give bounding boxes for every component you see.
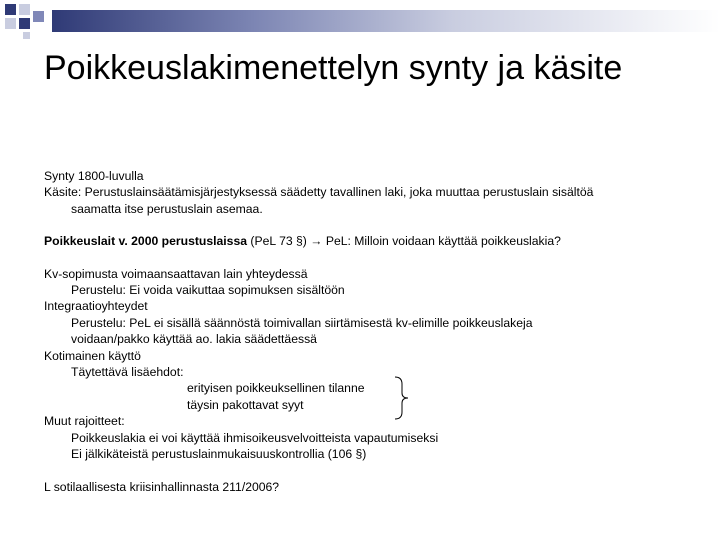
deco-square (18, 3, 31, 16)
intro-kasite-continued: saamatta itse perustuslain asemaa. (71, 201, 263, 216)
deco-square (4, 17, 17, 30)
deco-square (32, 10, 45, 23)
header-gradient-bar (52, 10, 720, 32)
case-kv-reason: Perustelu: Ei voida vaikuttaa sopimuksen sisältöön (71, 283, 345, 298)
pel-bold: Poikkeuslait v. 2000 perustuslaissa (44, 234, 248, 249)
case-kv: Kv-sopimusta voimaansaattavan lain yhteydessä (44, 266, 308, 281)
case-integration-reason-continued: voidaan/pakko käyttää ao. lakia säädettäessä (71, 332, 317, 347)
slide-body (44, 168, 684, 495)
case-limits-item: Ei jälkikäteistä perustuslainmukaisuuskontrollia (106 §) (71, 447, 367, 462)
case-domestic: Kotimainen käyttö (44, 348, 141, 363)
slide-title: Poikkeuslakimenettelyn synty ja käsite (44, 49, 623, 87)
right-brace-icon (393, 376, 413, 420)
case-domestic-condition: täysin pakottavat syyt (187, 397, 304, 412)
deco-square (4, 3, 17, 16)
case-integration: Integraatioyhteydet (44, 299, 148, 314)
case-domestic-condition: erityisen poikkeuksellinen tilanne (187, 381, 365, 396)
pel-line (44, 233, 684, 249)
pel-rest: (PeL 73 §) → PeL: Milloin voidaan käyttää poikkeuslakia? (247, 234, 561, 249)
deco-square (22, 31, 31, 40)
footer-line: L sotilaallisesta kriisinhallinnasta 211/2006? (44, 479, 280, 494)
header-decoration (0, 0, 720, 40)
case-domestic-requirement: Täytettävä lisäehdot: (71, 365, 184, 380)
case-integration-reason: Perustelu: PeL ei sisällä säännöstä toimivallan siirtämisestä kv-elimille poikkeuslakeja (71, 315, 533, 330)
case-limits: Muut rajoitteet: (44, 414, 125, 429)
deco-square (18, 17, 31, 30)
intro-synty: Synty 1800-luvulla (44, 169, 144, 183)
case-limits-item: Poikkeuslakia ei voi käyttää ihmisoikeusvelvoitteista vapautumiseksi (71, 430, 439, 445)
intro-kasite: Käsite: Perustuslainsäätämisjärjestyksessä säädetty tavallinen laki, joka muuttaa perustuslain sisältöä (44, 185, 594, 200)
